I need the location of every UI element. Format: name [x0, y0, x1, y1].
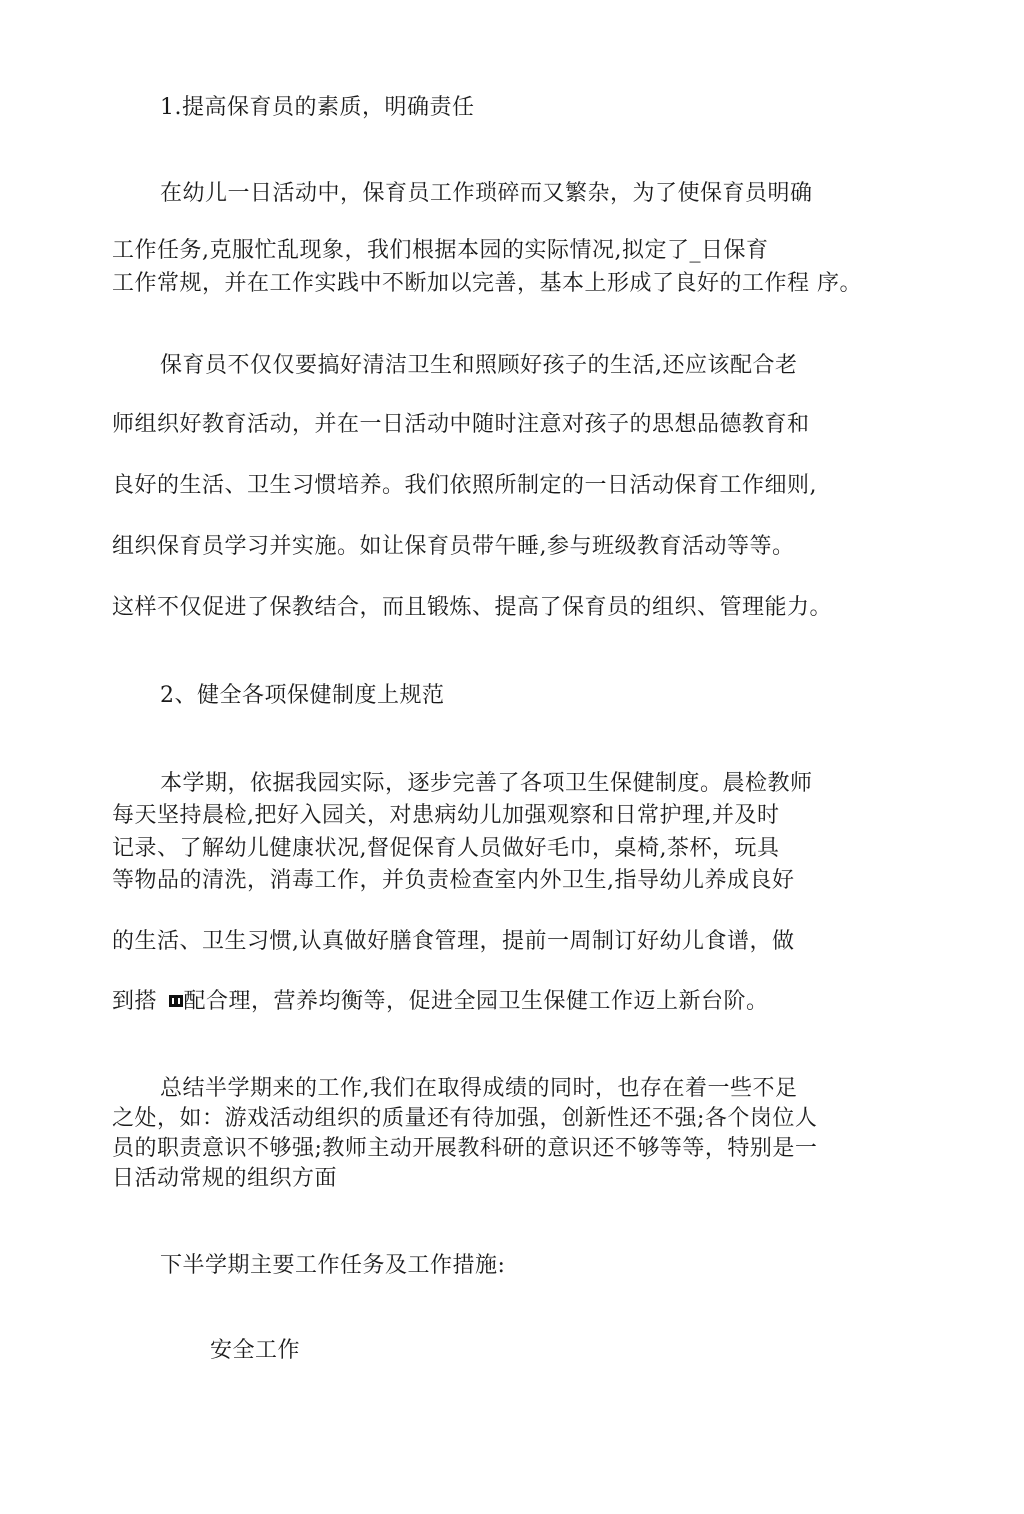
paragraph-line: 工作常规，并在工作实践中不断加以完善，基本上形成了良好的工作程 序。: [112, 271, 862, 296]
paragraph-line: 本学期，依据我园实际，逐步完善了各项卫生保健制度。晨检教师: [160, 771, 813, 796]
garbled-glyph-icon: [169, 995, 183, 1007]
paragraph-line: 总结半学期来的工作,我们在取得成绩的同时，也存在着一些不足: [160, 1076, 798, 1101]
paragraph-line: 良好的生活、卫生习惯培养。我们依照所制定的一日活动保育工作细则,: [112, 473, 817, 498]
paragraph-line: 工作任务,克服忙乱现象，我们根据本园的实际情况,拟定了_日保育: [112, 238, 769, 263]
paragraph-line: 这样不仅促进了保教结合，而且锻炼、提高了保育员的组织、管理能力。: [112, 595, 833, 620]
paragraph-line: 组织保育员学习并实施。如让保育员带午睡,参与班级教育活动等等。: [112, 534, 795, 559]
paragraph-line: 日活动常规的组织方面: [112, 1166, 338, 1191]
paragraph-line: 员的职责意识不够强;教师主动开展教科研的意识还不够等等，特别是一: [112, 1136, 818, 1161]
section1-heading: 1.提高保育员的素质，明确责任: [160, 95, 475, 120]
paragraph-line: 师组织好教育活动，并在一日活动中随时注意对孩子的思想品德教育和: [112, 412, 810, 437]
paragraph-fragment: 配合理，营养均衡等，促进全园卫生保健工作迈上新台阶。: [183, 989, 769, 1014]
next-term-heading: 下半学期主要工作任务及工作措施:: [160, 1253, 506, 1278]
paragraph-line: 等物品的清洗，消毒工作，并负责检查室内外卫生,指导幼儿养成良好: [112, 868, 795, 893]
paragraph-line: 的生活、卫生习惯,认真做好膳食管理，提前一周制订好幼儿食谱，做: [112, 929, 795, 954]
paragraph-line: 记录、了解幼儿健康状况,督促保育人员做好毛巾，桌椅,茶杯，玩具: [112, 836, 780, 861]
paragraph-line: 每天坚持晨检,把好入园关，对患病幼儿加强观察和日常护理,并及时: [112, 803, 780, 828]
paragraph-fragment: 到搭: [112, 989, 165, 1014]
section2-heading: 2、健全各项保健制度上规范: [160, 683, 445, 708]
paragraph-line: 保育员不仅仅要搞好清洁卫生和照顾好孩子的生活,还应该配合老: [160, 353, 798, 378]
paragraph-line: 在幼儿一日活动中，保育员工作琐碎而又繁杂，为了使保育员明确: [160, 181, 813, 206]
paragraph-line: [112, 988, 769, 1016]
paragraph-line: 之处，如：游戏活动组织的质量还有待加强，创新性还不强;各个岗位人: [112, 1106, 818, 1131]
list-item: 安全工作: [210, 1338, 301, 1363]
